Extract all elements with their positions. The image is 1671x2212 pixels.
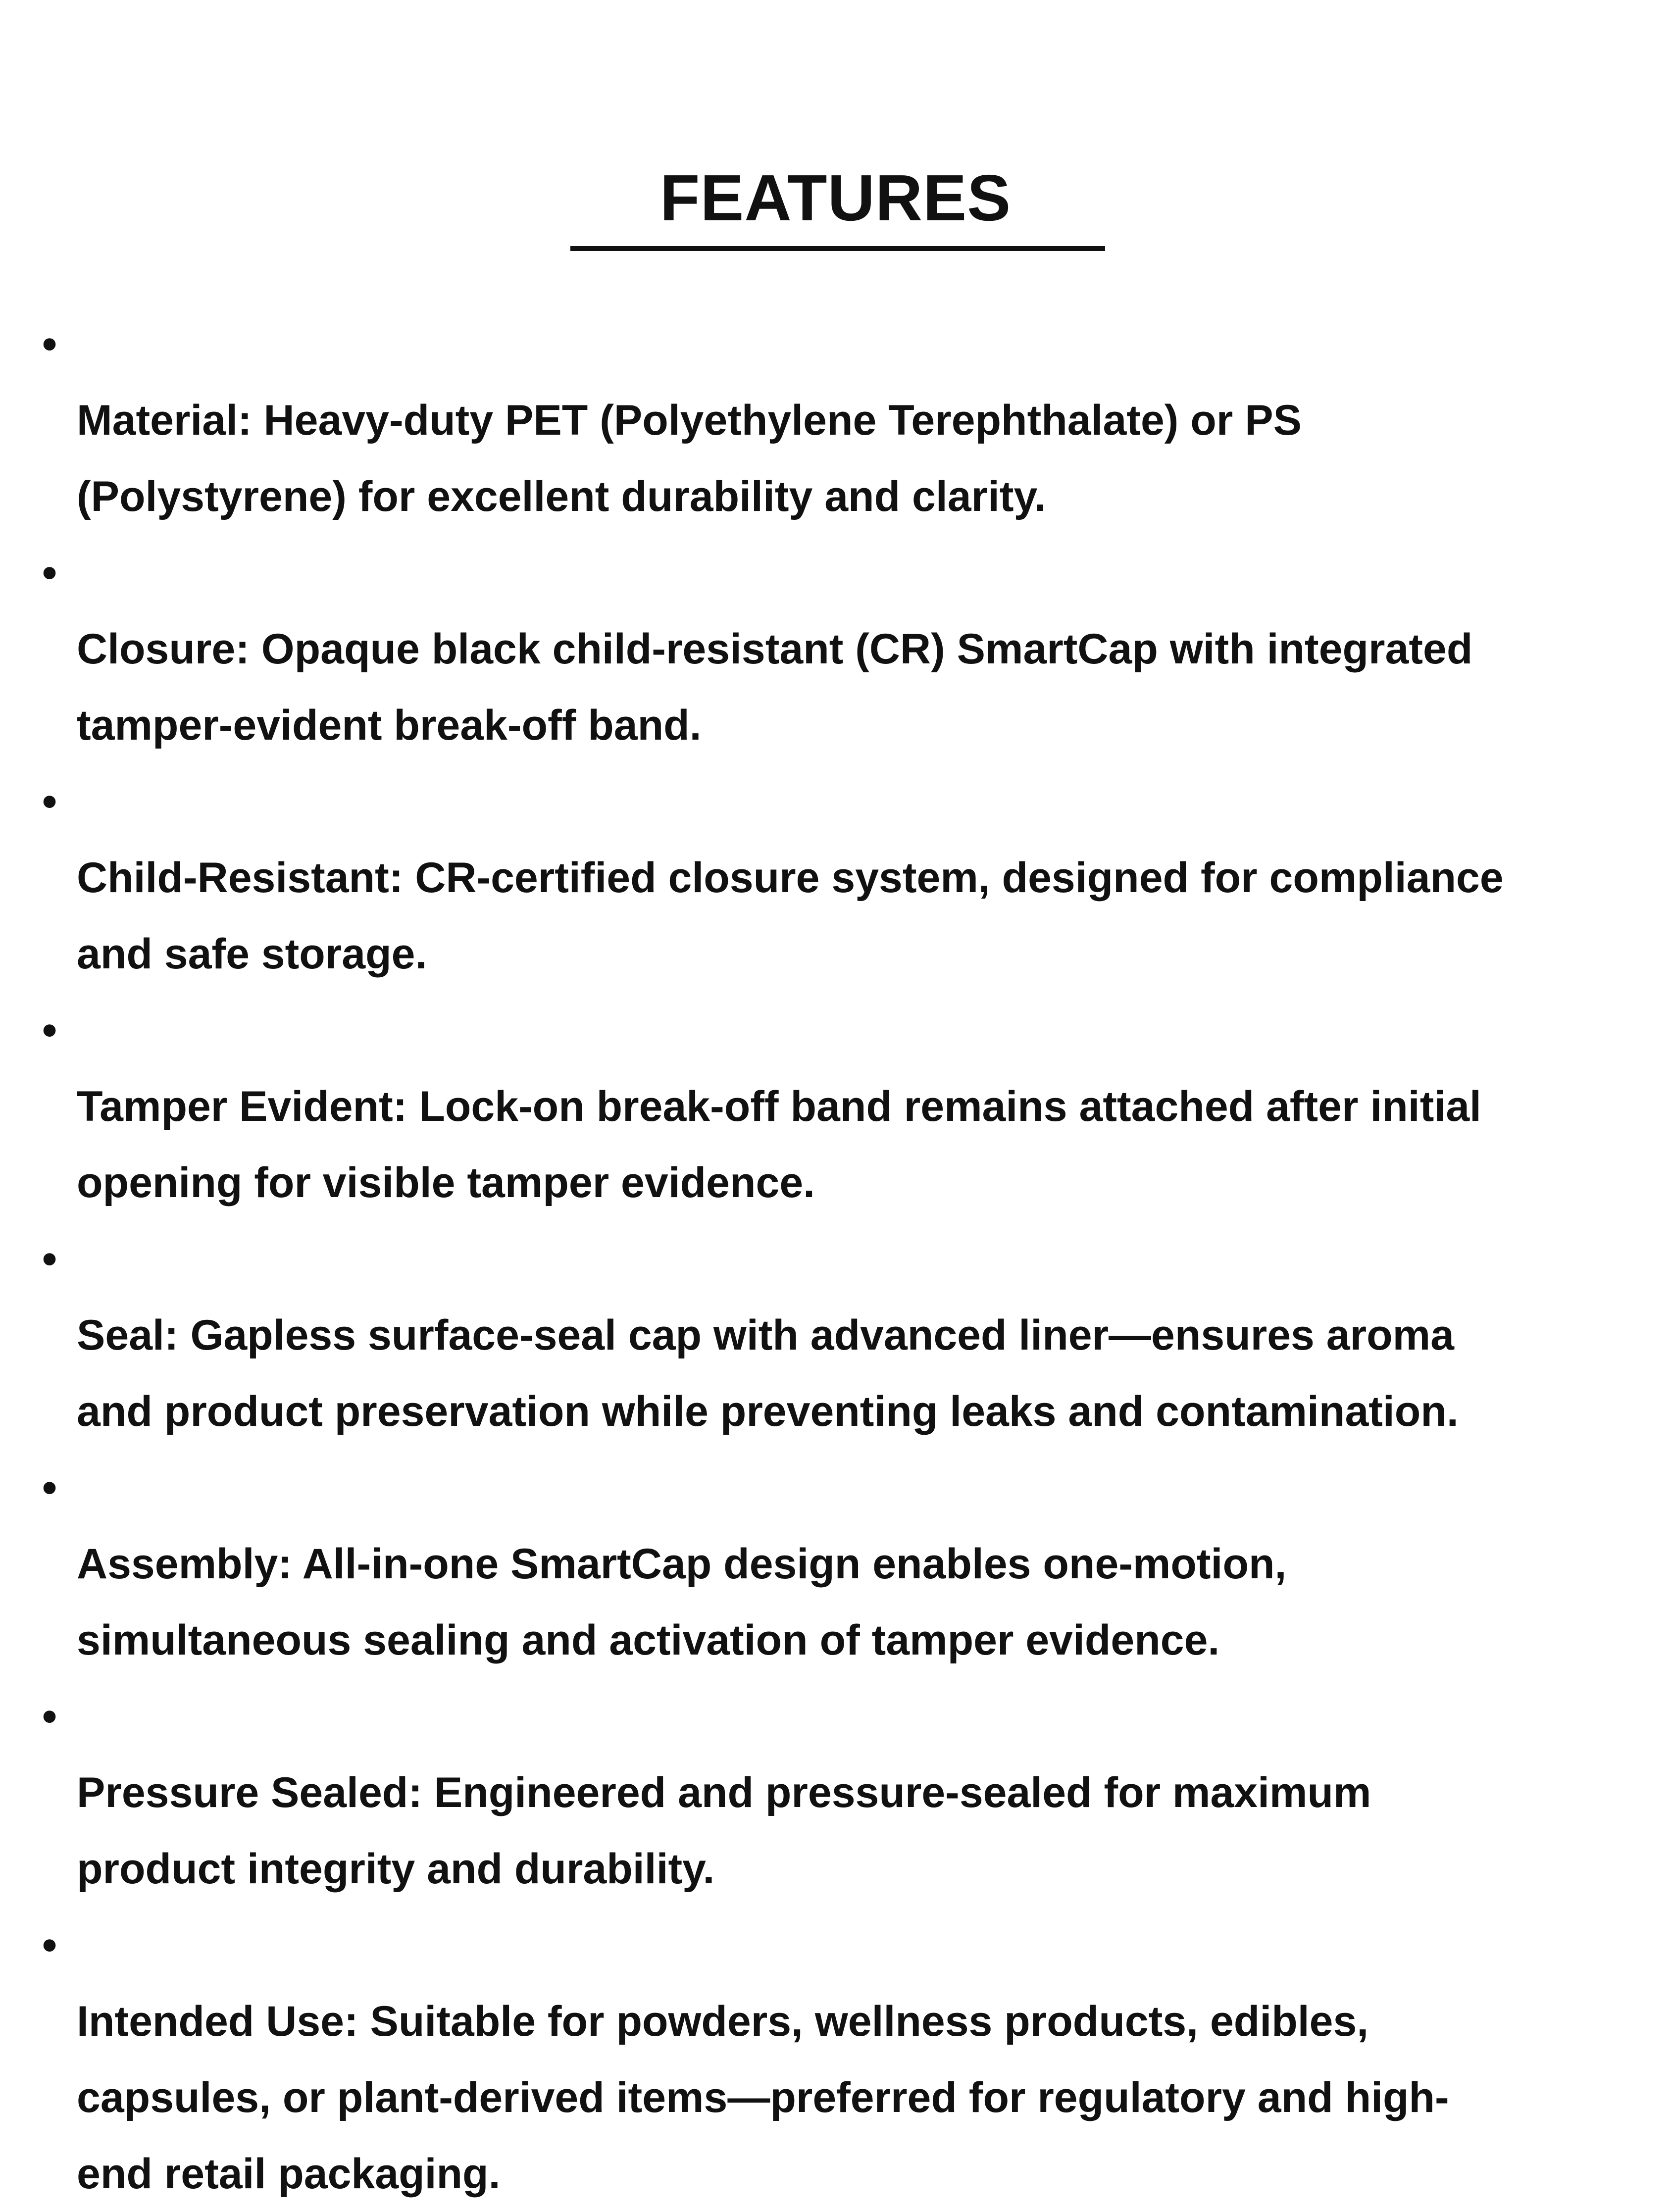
feature-item-pressure-sealed [40, 1678, 1671, 1907]
feature-text: Closure: Opaque black child-resistant (CR) SmartCap with integrated tamper-evident break-off band. [77, 625, 1473, 749]
feature-text: Pressure Sealed: Engineered and pressure-sealed for maximum product integrity and durability. [77, 1769, 1371, 1893]
features-list [40, 306, 1671, 2212]
feature-item-child-resistant [40, 763, 1671, 992]
title-underline [570, 246, 1105, 251]
feature-item-seal [40, 1221, 1671, 1450]
bullet-icon: • [42, 778, 57, 825]
feature-text: Assembly: All-in-one SmartCap design enables one-motion, simultaneous sealing and activation of tamper evidence. [77, 1540, 1287, 1664]
feature-text: Intended Use: Suitable for powders, wellness products, edibles, capsules, or plant-derived items—preferred for regulatory and high- end retail packaging. [77, 1998, 1449, 2198]
bullet-icon: • [42, 1006, 57, 1054]
page-title: FEATURES [659, 161, 1012, 234]
bullet-icon: • [42, 549, 57, 597]
feature-item-assembly [40, 1450, 1671, 1678]
bullet-icon: • [42, 1235, 57, 1283]
feature-text: Material: Heavy-duty PET (Polyethylene Terephthalate) or PS (Polystyrene) for excellent durability and clarity. [77, 397, 1302, 520]
feature-text: Child-Resistant: CR-certified closure system, designed for compliance and safe storage. [77, 854, 1504, 978]
feature-item-intended-use [40, 1907, 1671, 2212]
feature-text: Tamper Evident: Lock-on break-off band remains attached after initial opening for visible tamper evidence. [77, 1083, 1481, 1207]
feature-item-material [40, 306, 1671, 535]
bullet-icon: • [42, 320, 57, 368]
feature-item-tamper-evident [40, 992, 1671, 1221]
bullet-icon: • [42, 1464, 57, 1511]
bullet-icon: • [42, 1921, 57, 1969]
bullet-icon: • [42, 1693, 57, 1740]
feature-item-closure [40, 535, 1671, 763]
feature-text: Seal: Gapless surface-seal cap with advanced liner—ensures aroma and product preservation while preventing leaks and contamination. [77, 1311, 1459, 1435]
